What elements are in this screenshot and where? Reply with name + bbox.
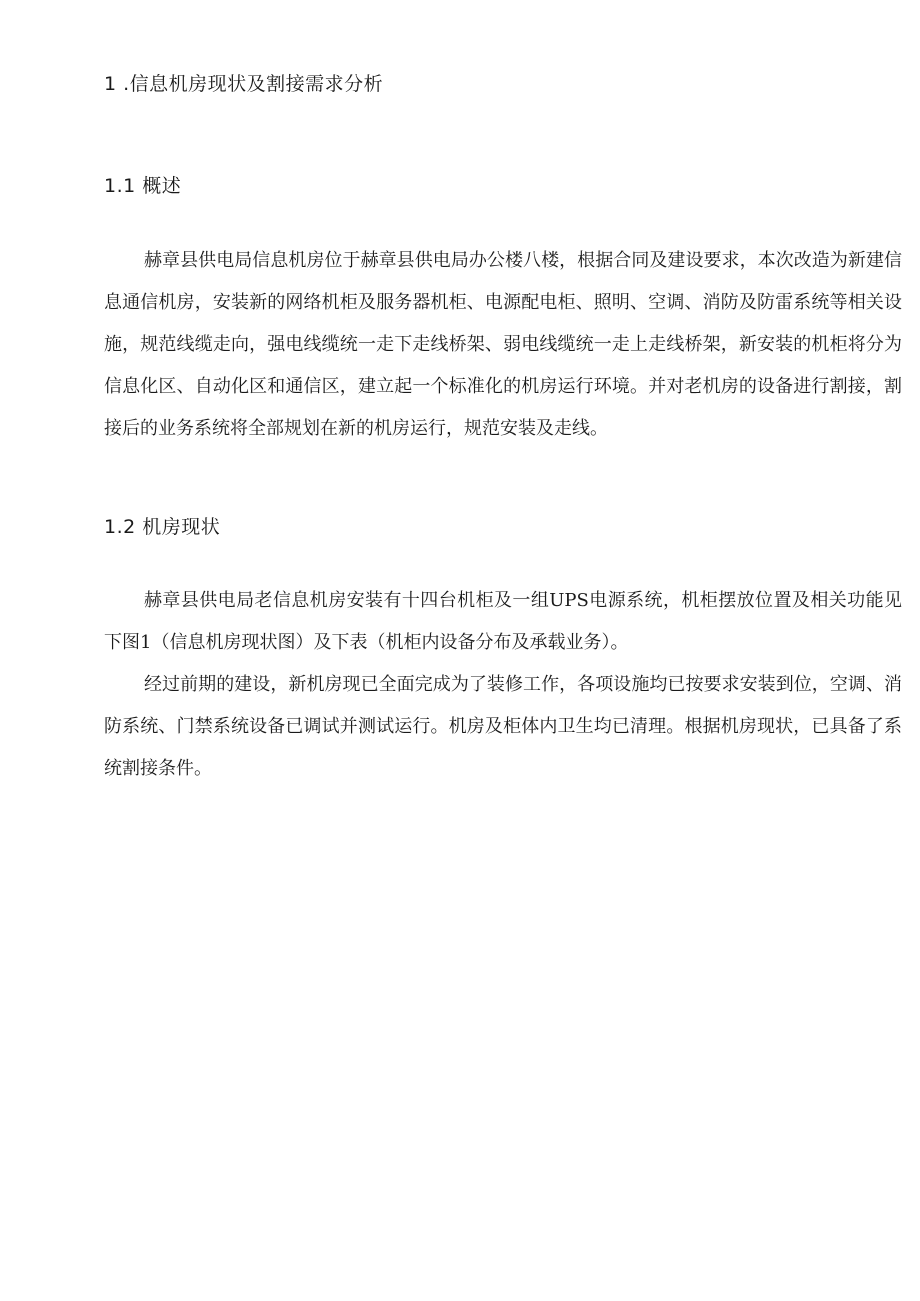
section-heading-1-1: 1.1 概述: [104, 175, 182, 197]
section-heading-1-2: 1.2 机房现状: [104, 516, 221, 538]
section-heading-1: 1 .信息机房现状及割接需求分析: [104, 73, 384, 95]
overview-paragraph: 赫章县供电局信息机房位于赫章县供电局办公楼八楼，根据合同及建设要求，本次改造为新建信息通信机房，安装新的网络机柜及服务器机柜、电源配电柜、照明、空调、消防及防雷系统等相关设施，规范线缆走向，强电线缆统一走下走线桥架、弱电线缆统一走上走线桥架，新安装的机柜将分为信息化区、自动化区和通信区，建立起一个标准化的机房运行环境。并对老机房的设备进行割接，割接后的业务系统将全部规划在新的机房运行，规范安装及走线。: [104, 250, 902, 439]
status-paragraph-2: 经过前期的建设，新机房现已全面完成为了装修工作，各项设施均已按要求安装到位，空调、消防系统、门禁系统设备已调试并测试运行。机房及柜体内卫生均已清理。根据机房现状，已具备了系统割接条件。: [104, 674, 902, 779]
status-paragraph-1: 赫章县供电局老信息机房安装有十四台机柜及一组UPS电源系统，机柜摆放位置及相关功能见下图1（信息机房现状图）及下表（机柜内设备分布及承载业务）。: [104, 590, 902, 653]
